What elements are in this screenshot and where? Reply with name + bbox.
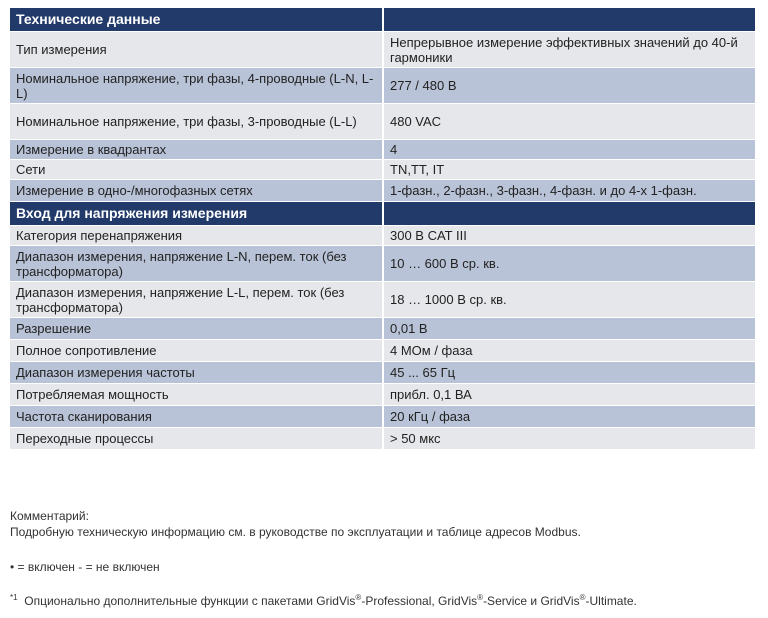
row-value: 300 В CAT III (383, 226, 755, 246)
table-row (10, 160, 755, 180)
table-row (10, 226, 755, 246)
table-row (10, 246, 755, 282)
row-label: Тип измерения (10, 32, 383, 68)
footnote-text-2: -Professional, GridVis (361, 594, 478, 608)
section-header (10, 8, 755, 32)
row-label: Разрешение (10, 318, 383, 340)
section-header (10, 202, 755, 226)
row-label: Номинальное напряжение, три фазы, 4-проводные (L-N, L-L) (10, 68, 383, 104)
section-header-blank (383, 202, 755, 226)
registered-mark: ® (477, 593, 484, 602)
footnote (10, 593, 755, 609)
footnote-text-3: -Service и GridVis (483, 594, 580, 608)
row-value: > 50 мкс (383, 428, 755, 450)
technical-data-table (10, 8, 755, 450)
registered-mark: ® (579, 593, 586, 602)
section-title: Вход для напряжения измерения (10, 202, 383, 226)
footnote-mark: *1 (10, 593, 18, 602)
row-value: 0,01 В (383, 318, 755, 340)
registered-mark: ® (355, 593, 362, 602)
table-row (10, 282, 755, 318)
row-label: Категория перенапряжения (10, 226, 383, 246)
row-value: прибл. 0,1 ВА (383, 384, 755, 406)
legend-text: • = включен - = не включен (10, 560, 160, 574)
notes-block (10, 508, 755, 609)
row-value: 277 / 480 В (383, 68, 755, 104)
row-label: Переходные процессы (10, 428, 383, 450)
row-value: 18 … 1000 В ср. кв. (383, 282, 755, 318)
row-value: TN,TT, IT (383, 160, 755, 180)
row-label: Потребляемая мощность (10, 384, 383, 406)
table-row (10, 384, 755, 406)
row-label: Полное сопротивление (10, 340, 383, 362)
row-value: Непрерывное измерение эффективных значений до 40-й гармоники (383, 32, 755, 68)
row-value: 480 VAC (383, 104, 755, 140)
comment-title: Комментарий: (10, 509, 89, 523)
row-label: Частота сканирования (10, 406, 383, 428)
footnote-text-1: Опционально дополнительные функции с пакетами GridVis (24, 594, 356, 608)
table-row (10, 406, 755, 428)
table-row (10, 32, 755, 68)
row-label: Измерение в одно-/многофазных сетях (10, 180, 383, 202)
table-row (10, 180, 755, 202)
comment-text: Подробную техническую информацию см. в руководстве по эксплуатации и таблице адресов Modbus. (10, 525, 581, 539)
table-row (10, 104, 755, 140)
table-row (10, 140, 755, 160)
row-label: Диапазон измерения, напряжение L-L, перем. ток (без трансформатора) (10, 282, 383, 318)
row-label: Диапазон измерения частоты (10, 362, 383, 384)
table-row (10, 340, 755, 362)
section-title: Технические данные (10, 8, 383, 32)
table-row (10, 318, 755, 340)
row-value: 4 МОм / фаза (383, 340, 755, 362)
footnote-text-4: -Ultimate. (585, 594, 637, 608)
row-label: Сети (10, 160, 383, 180)
section-header-blank (383, 8, 755, 32)
row-value: 1-фазн., 2-фазн., 3-фазн., 4-фазн. и до 4-х 1-фазн. (383, 180, 755, 202)
row-label: Измерение в квадрантах (10, 140, 383, 160)
row-value: 20 кГц / фаза (383, 406, 755, 428)
row-value: 10 … 600 В ср. кв. (383, 246, 755, 282)
row-value: 4 (383, 140, 755, 160)
table-row (10, 68, 755, 104)
row-value: 45 ... 65 Гц (383, 362, 755, 384)
row-label: Номинальное напряжение, три фазы, 3-проводные (L-L) (10, 104, 383, 140)
row-label: Диапазон измерения, напряжение L-N, перем. ток (без трансформатора) (10, 246, 383, 282)
table-row (10, 428, 755, 450)
table-row (10, 362, 755, 384)
